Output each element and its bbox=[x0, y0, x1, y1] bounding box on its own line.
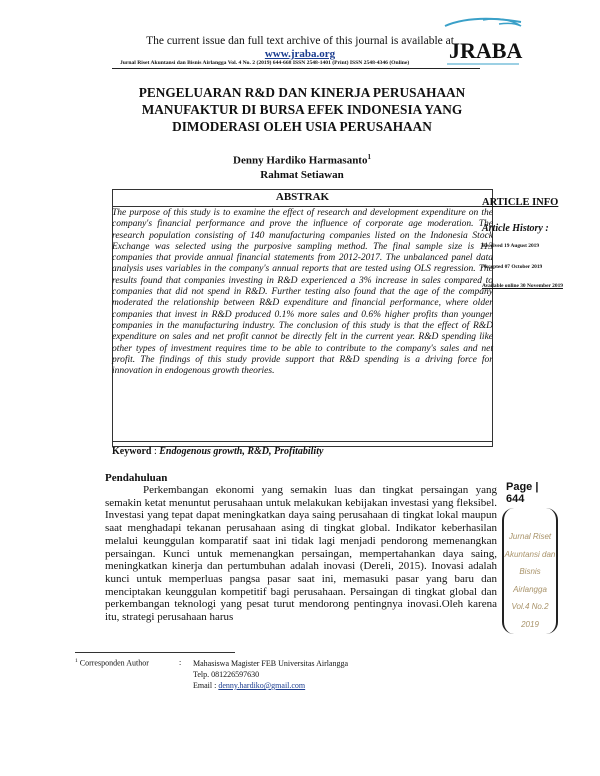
jraba-logo bbox=[443, 12, 523, 68]
body-paragraph: Perkembangan ekonomi yang semakin luas dan tingkat persaingan yang semakin ketat menuntut perusahaan untuk melakukan kebijakan investasi yang fleksibel. Investasi yang tepat dapat meningkatkan daya saing perusahaan di tingkat lokal maupun saat menghadapi tekanan perusahaan asing di tingkat global. Indikator keberhasilan melalui keunggulan komparatif saat ini tidak lagi menjadi pendorong memenangkan persaingan. Kunci untuk memenangkan persaingan, mempertahankan daya saing, meningkatkan kinerja dan pertumbuhan adalah inovasi (Dereli, 2015). Inovasi adalah kunci untuk memperluas pangsa pasar saat ini, memasuki pasar yang baru dan menciptakan keunggulan kompetitif bagi perusahaan. Persaingan di tingkat global dan perkembangan teknologi yang pesat turut mendorong pentingnya inovasi.Oleh karena itu, strategi perusahaan harus bbox=[105, 484, 497, 624]
side-journal-line: Akuntansi dan bbox=[504, 549, 556, 559]
author-footnote-mark: 1 bbox=[367, 153, 371, 161]
author-first bbox=[112, 150, 492, 168]
archive-note: The current issue dan full text archive of this journal is available at bbox=[146, 35, 454, 47]
side-journal-line: 2019 bbox=[521, 619, 539, 629]
footnote-label bbox=[75, 658, 149, 668]
body-text bbox=[105, 484, 497, 624]
footnote-details bbox=[193, 658, 348, 691]
abstract-text: The purpose of this study is to examine the effect of research and development expenditure on the company's financial performance and prove the influence of corporate age moderation. The research population consisting of 140 manufacturing companies listed on the Indonesia Stock Exchange was selected using the purposive sampling method. The final sample size is 113 companies that provide annual financial statements from 2012-2017. The unbalanced panel data analysis uses variables in the company's annual reports that are tested using OLS regression. The results found that companies investing in R&D experienced a 3% increase in sales compared to companies that did not spend in R&D. Further testing also found that the age of the company moderated the relationship between R&D expenditure and financial performance, where older companies that invest in R&D produced 0.1% more sales and 0.6% higher profits than younger companies in the manufacturing industry. The conclusion of this study is that the effect of R&D expenditure on sales and net profit cannot be directly felt in the current year. R&D spending like other types of investment requires time to be able to contribute to the company's sales and net profit. The findings of this study provide support that R&D spending is a driving force for innovation in endogenous growth theories. bbox=[112, 208, 493, 377]
page-number-label: Page | 644 bbox=[506, 481, 539, 505]
section-heading: Pendahuluan bbox=[105, 472, 168, 484]
abstract-heading: ABSTRAK bbox=[275, 191, 330, 203]
footnote-phone: Telp. 081226597630 bbox=[193, 670, 260, 679]
footnote-mark: 1 bbox=[75, 658, 78, 664]
article-history-label: Article History : bbox=[482, 223, 549, 234]
article-info-heading: ARTICLE INFO bbox=[482, 197, 559, 208]
online-date: Available online 30 November 2019 bbox=[482, 283, 563, 289]
footnote-colon: : bbox=[179, 658, 182, 667]
header-divider bbox=[112, 68, 480, 69]
received-date: Received 19 August 2019 bbox=[482, 243, 540, 249]
page-number bbox=[497, 479, 559, 505]
journal-url-link[interactable]: www.jraba.org bbox=[264, 48, 336, 60]
logo-text: JRABA bbox=[449, 38, 523, 63]
abstract-heading-divider bbox=[112, 206, 493, 207]
title-line-1: PENGELUARAN R&D DAN KINERJA PERUSAHAAN bbox=[138, 85, 466, 100]
author-first-name: Denny Hardiko Harmasanto bbox=[233, 154, 368, 167]
footnote-email-label: Email : bbox=[193, 681, 219, 690]
footnote-email-line bbox=[193, 680, 348, 691]
side-journal-line: Jurnal Riset bbox=[508, 532, 552, 541]
footnote-email-link[interactable]: denny.hardiko@gmail.com bbox=[218, 681, 306, 690]
title-line-3: DIMODERASI OLEH USIA PERUSAHAAN bbox=[172, 119, 432, 134]
footnote-label-text: Corresponden Author bbox=[79, 658, 149, 668]
side-journal-line: Vol.4 No.2 bbox=[511, 602, 549, 611]
keyword-separator: : bbox=[151, 446, 160, 457]
side-journal-line: Bisnis Airlangga bbox=[513, 567, 547, 594]
accepted-date: Accepted 07 October 2019 bbox=[482, 264, 543, 270]
title-line-2: MANUFAKTUR DI BURSA EFEK INDONESIA YANG bbox=[141, 102, 463, 117]
keywords bbox=[112, 446, 323, 457]
keyword-list: Endogenous growth, R&D, Profitability bbox=[159, 446, 324, 457]
footnote-divider bbox=[75, 652, 235, 653]
footnote-affiliation: Mahasiswa Magister FEB Universitas Airlangga bbox=[193, 659, 349, 668]
author-second: Rahmat Setiawan bbox=[260, 168, 344, 181]
side-journal-label bbox=[504, 528, 556, 633]
journal-citation-line: Jurnal Riset Akuntansi dan Bisnis Airlangga Vol. 4 No. 2 (2019) 644-668 ISSN 2548-1401 (Print) ISSN 2548-4346 (Online) bbox=[120, 60, 410, 66]
keyword-divider bbox=[112, 441, 493, 442]
paper-title bbox=[112, 84, 492, 135]
authors bbox=[112, 150, 492, 182]
keyword-label: Keyword bbox=[112, 446, 152, 457]
